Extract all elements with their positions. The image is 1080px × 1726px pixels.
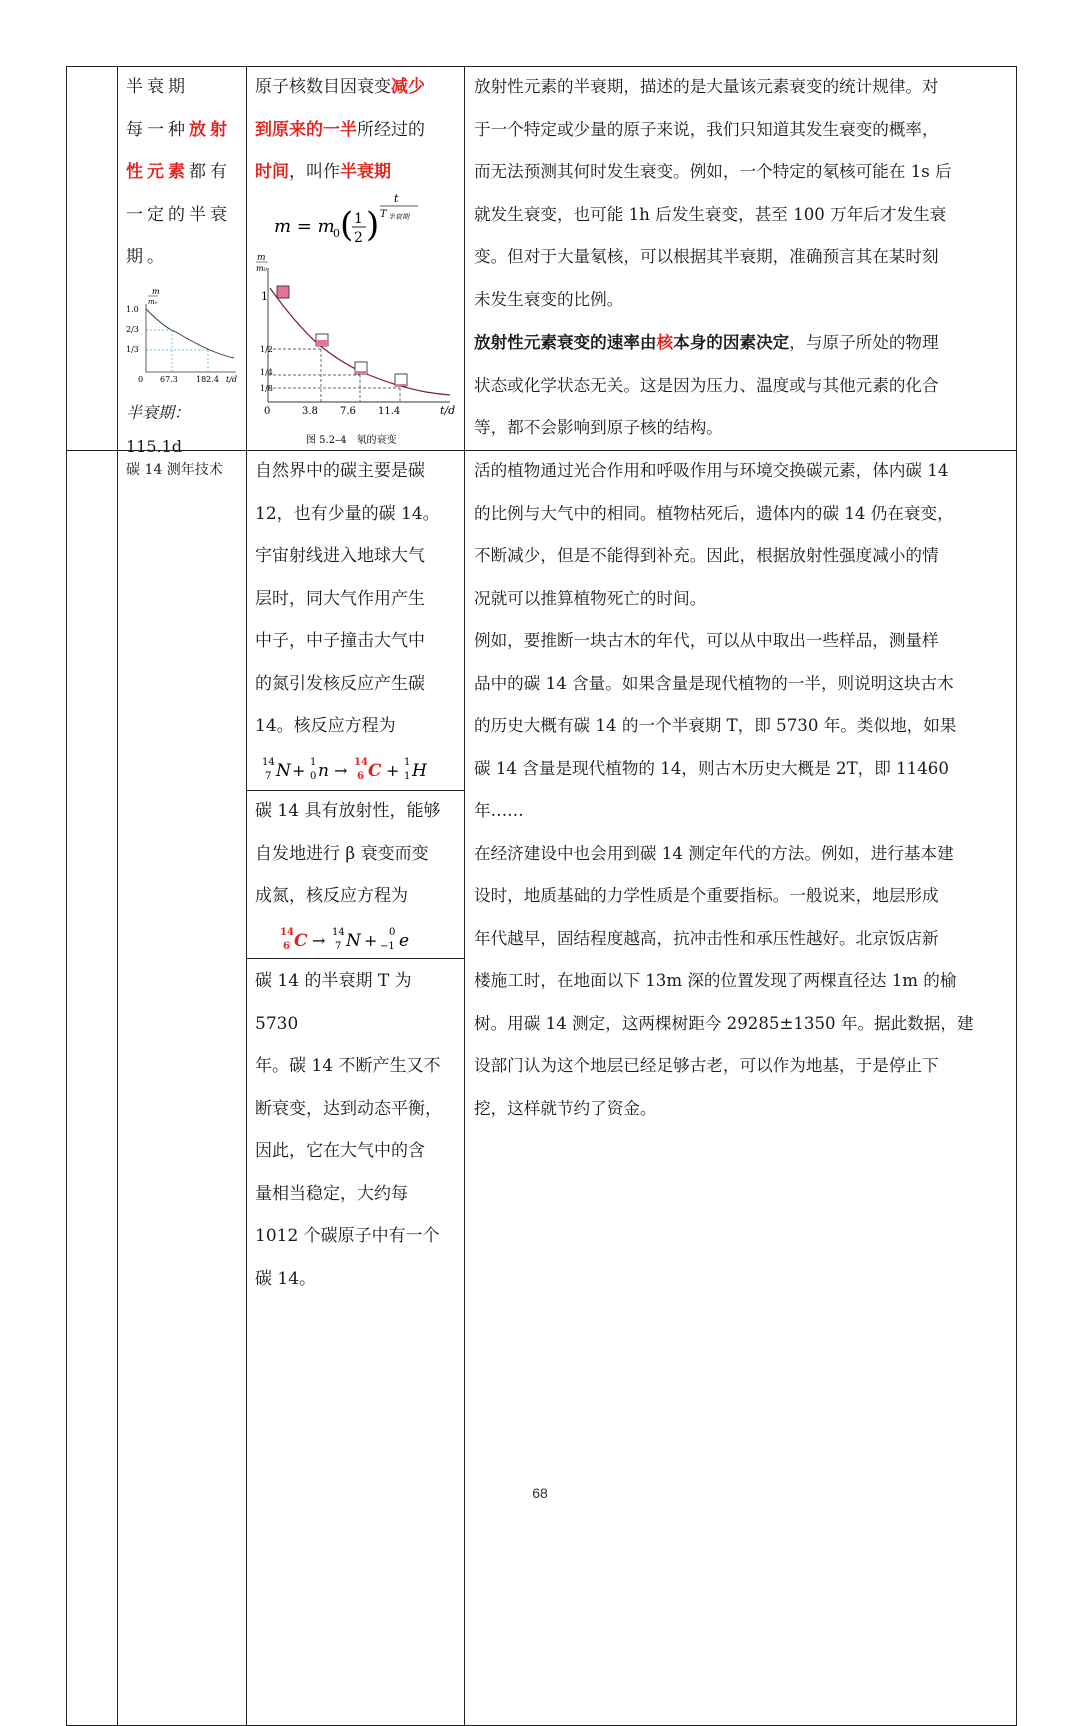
y-tick-label: 1.0 (126, 305, 139, 314)
nitrogen-symbol: N (346, 931, 361, 951)
formula-paren: ( (340, 205, 354, 245)
atomic-number: 6 (357, 771, 364, 782)
key-point-text: 本身的因素决定 (673, 332, 790, 352)
y-axis-label: m (152, 287, 160, 296)
half-life-concept-cell (126, 66, 242, 279)
arrow-icon: → (334, 761, 348, 780)
page-number: 68 (532, 1485, 548, 1501)
production-line: 自然界中的碳主要是碳 (255, 461, 425, 481)
atomic-number: 6 (283, 941, 290, 952)
explanation-line: 树。用碳 14 测定，这两棵树距今 29285±1350 年。据此数据，建 (474, 1013, 974, 1033)
nuclear-equation-decay (256, 922, 460, 954)
formula-lhs: m = m (274, 216, 335, 237)
definition-text: 原子核数目因衰变 (255, 77, 391, 97)
emphasis-text: 性元素 (126, 162, 189, 182)
concept-text: 一定的半衰 (126, 204, 231, 225)
half-life-definition-cell (255, 66, 460, 194)
plus-sign: + (364, 931, 378, 950)
emphasis-text: 时间 (255, 162, 289, 182)
production-line: 14。核反应方程为 (255, 716, 396, 736)
y-axis-label: m₀ (256, 264, 267, 273)
sample-marker-fill (395, 384, 407, 386)
x-axis-label: t/d (440, 404, 456, 417)
explanation-line: 活的植物通过光合作用和呼吸作用与环境交换碳元素，体内碳 14 (474, 461, 949, 480)
formula-subscript: 0 (333, 227, 340, 240)
explanation-line: 而无法预测其何时发生衰变。例如，一个特定的氡核可能在 1s 后 (474, 162, 952, 181)
explanation-line: 在经济建设中也会用到碳 14 测定年代的方法。例如，进行基本建 (474, 843, 954, 863)
atomic-number: −1 (380, 941, 395, 952)
carbon14-production-cell (255, 450, 460, 748)
mass-number: 14 (262, 757, 275, 768)
x-tick-label: 0 (264, 406, 271, 417)
concept-text: 期。 (126, 247, 168, 267)
nitrogen-symbol: N (276, 761, 291, 781)
formula-exp-den-sub: 半衰期 (388, 213, 409, 221)
explanation-line: 年代越早，固结程度越高，抗冲击性和承压性越好。北京饭店新 (474, 928, 939, 948)
cell-divider-eq2 (246, 958, 464, 959)
key-point-text: 放射性元素衰变的速率由 (474, 332, 657, 352)
halflife-line: 碳 14。 (255, 1268, 317, 1289)
explanation-line: 设部门认为这个地层已经足够古老，可以作为地基，于是停止下 (474, 1056, 939, 1075)
mass-number: 14 (280, 927, 294, 938)
x-tick-label: 11.4 (378, 406, 401, 417)
carbon-dating-explanation-cell (474, 450, 1010, 1130)
production-line: 的氮引发核反应产生碳 (255, 673, 425, 694)
explanation-line: 不断减少，但是不能得到补充。因此，根据放射性强度减小的情 (474, 546, 939, 565)
explanation-line: 挖，这样就节约了资金。 (474, 1098, 657, 1118)
x-tick-label: 3.8 (302, 406, 318, 417)
explanation-line: 年…… (474, 801, 524, 820)
nuclear-equation-production (256, 752, 460, 784)
plus-sign: + (292, 761, 306, 780)
decay-line: 成氮，核反应方程为 (255, 886, 408, 906)
sample-marker-fill (355, 371, 367, 374)
explanation-line: 等，都不会影响到原子核的结构。 (474, 418, 723, 437)
half-life-label: 半衰期： (126, 403, 191, 422)
explanation-line: 放射性元素的半衰期，描述的是大量该元素衰变的统计规律。对 (474, 77, 939, 96)
explanation-line: 况就可以推算植物死亡的时间。 (474, 588, 707, 608)
explanation-line: 碳 14 含量是现代植物的 14，则古木历史大概是 2T，即 11460 (474, 758, 949, 778)
atomic-number: 7 (265, 771, 272, 782)
halflife-line: 因此，它在大气中的含 (255, 1141, 425, 1161)
production-line: 层时，同大气作用产生 (255, 588, 425, 609)
radon-decay-chart (254, 252, 460, 448)
y-tick-label: 1/4 (260, 368, 273, 377)
mass-number: 1 (310, 757, 317, 768)
concept-text: 都有 (189, 162, 231, 182)
sample-marker (277, 286, 289, 298)
formula-frac-den: 2 (354, 230, 363, 246)
carbon14-halflife-cell (255, 960, 460, 1300)
explanation-line: 未发生衰变的比例。 (474, 289, 624, 309)
y-axis-label: m (257, 253, 266, 263)
y-tick-label: 2/3 (126, 325, 139, 334)
production-line: 宇宙射线进入地球大气 (255, 546, 425, 566)
halflife-line: 量相当稳定，大约每 (255, 1183, 408, 1204)
emphasis-text: 半衰期 (340, 162, 391, 182)
definition-text: 所经过的 (357, 119, 425, 140)
column-divider-2 (246, 67, 247, 1725)
concept-text: 每一种 (126, 119, 189, 140)
decay-curve (146, 309, 234, 358)
y-tick-label: 1 (261, 290, 268, 303)
concept-title: 半衰期 (126, 77, 189, 97)
half-life-formula (270, 190, 445, 254)
explanation-line: 的历史大概有碳 14 的一个半衰期 T，即 5730 年。类似地，如果 (474, 716, 957, 735)
production-line: 12，也有少量的碳 14。 (255, 503, 440, 524)
x-tick-label: 7.6 (340, 406, 356, 417)
explanation-line: 例如，要推断一块古木的年代，可以从中取出一些样品，测量样 (474, 631, 939, 650)
formula-frac-num: 1 (354, 211, 363, 227)
formula-exp-num: t (394, 192, 399, 205)
explanation-line: 品中的碳 14 含量。如果含量是现代植物的一半，则说明这块古木 (474, 673, 954, 693)
topic-title: 碳 14 测年技术 (126, 462, 223, 478)
emphasis-text: 减少 (391, 77, 425, 97)
half-life-explanation-cell (474, 66, 1010, 450)
mass-number: 14 (354, 757, 368, 768)
carbon-symbol: C (294, 931, 308, 951)
arrow-icon: → (312, 931, 326, 950)
formula-paren: ) (366, 205, 380, 245)
explanation-line: 楼施工时，在地面以下 13m 深的位置发现了两棵直径达 1m 的榆 (474, 971, 957, 990)
explanation-line: 的比例与大气中的相同。植物枯死后，遗体内的碳 14 仍在衰变， (474, 503, 954, 523)
decay-curve (270, 288, 450, 395)
y-tick-label: 1/2 (260, 345, 273, 354)
halflife-line: 断衰变，达到动态平衡， (255, 1098, 442, 1119)
emphasis-text: 到原来的一半 (255, 119, 357, 140)
atomic-number: 7 (335, 941, 342, 952)
y-axis-label: m₀ (148, 298, 158, 306)
halflife-line: 碳 14 的半衰期 T 为 5730 (255, 971, 412, 1034)
atomic-number: 0 (310, 771, 317, 782)
halflife-line: 1012 个碳原子中有一个 (255, 1226, 440, 1246)
decay-line: 碳 14 具有放射性，能够 (255, 801, 441, 821)
explanation-line: 就发生衰变，也可能 1h 后发生衰变，甚至 100 万年后才发生衰 (474, 204, 947, 224)
electron-symbol: e (399, 931, 410, 951)
x-tick-label: 0 (138, 375, 144, 384)
emphasis-text: 核 (656, 332, 674, 352)
carbon-symbol: C (368, 761, 382, 781)
sample-marker-fill (316, 340, 328, 346)
plus-sign: + (386, 761, 400, 780)
x-axis-label: t/d (226, 375, 238, 384)
column-divider-1 (117, 67, 118, 1725)
explanation-line: 设时，地质基础的力学性质是个重要指标。一般说来，地层形成 (474, 886, 939, 905)
hydrogen-symbol: H (412, 761, 427, 781)
explanation-text: ，与原子所处的物理 (789, 333, 939, 352)
decay-line: 自发地进行 β 衰变而变 (255, 843, 429, 864)
production-line: 中子，中子撞击大气中 (255, 631, 425, 651)
half-life-number: 115.1d (126, 437, 183, 456)
neutron-symbol: n (318, 761, 329, 781)
mass-number: 0 (389, 927, 396, 938)
y-tick-label: 1/3 (126, 345, 139, 354)
y-tick-label: 1/8 (260, 384, 273, 393)
mass-number: 14 (332, 927, 345, 938)
x-tick-label: 67.3 (160, 375, 178, 384)
emphasis-text: 放射 (189, 119, 231, 140)
carbon14-decay-cell (255, 790, 460, 918)
column-divider-3 (464, 67, 465, 1725)
figure-caption: 图 5.2–4 氡的衰变 (306, 435, 397, 446)
x-tick-label: 182.4 (196, 375, 219, 384)
explanation-line: 状态或化学状态无关。这是因为压力、温度或与其他元素的化合 (474, 375, 939, 395)
carbon-dating-title-cell (126, 452, 242, 488)
explanation-line: 于一个特定或少量的原子来说，我们只知道其发生衰变的概率， (474, 119, 939, 139)
definition-text: ，叫作 (289, 162, 340, 182)
mass-number: 1 (404, 757, 411, 768)
halflife-line: 年。碳 14 不断产生又不 (255, 1056, 441, 1076)
atomic-number: 1 (404, 771, 411, 782)
formula-exp-den: T (380, 209, 387, 220)
decay-chart-small (120, 284, 242, 390)
explanation-line: 变。但对于大量氡核，可以根据其半衰期，准确预言其在某时刻 (474, 247, 939, 266)
